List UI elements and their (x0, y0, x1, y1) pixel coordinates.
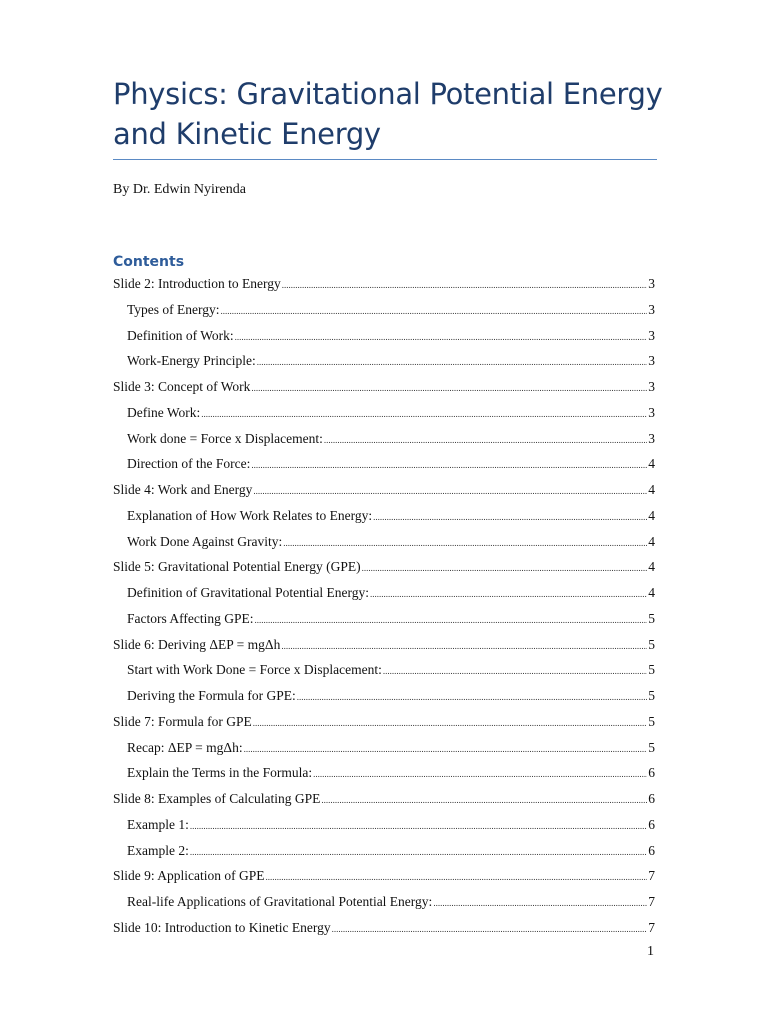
toc-leader-dots (373, 506, 647, 527)
toc-leader-dots (281, 635, 647, 656)
toc-leader-dots (244, 738, 648, 759)
toc-entry-label: Factors Affecting GPE: (127, 610, 254, 626)
toc-subentry[interactable] (113, 892, 655, 918)
toc-subentry[interactable] (113, 763, 655, 789)
toc-leader-dots (313, 763, 647, 784)
toc-subentry[interactable] (113, 532, 655, 558)
toc-entry-page: 3 (648, 430, 655, 446)
toc-entry-page: 3 (648, 379, 655, 394)
toc-subentry[interactable] (113, 686, 655, 712)
toc-leader-dots (254, 609, 647, 630)
toc-entry-label: Real-life Applications of Gravitational Potential Energy: (127, 894, 433, 909)
toc-leader-dots (282, 274, 648, 295)
toc-leader-dots (324, 429, 647, 450)
toc-entry-label: Slide 9: Application of GPE (113, 868, 265, 884)
toc-subentry[interactable] (113, 429, 655, 455)
toc-entry-label: Start with Work Done = Force x Displacement: (127, 662, 382, 678)
toc-entry[interactable] (113, 866, 655, 892)
toc-entry-label: Slide 7: Formula for GPE (113, 713, 252, 729)
toc-entry[interactable] (113, 480, 655, 506)
toc-heading: Contents (113, 254, 185, 270)
toc-entry-page: 5 (648, 636, 655, 652)
toc-leader-dots (370, 583, 647, 604)
toc-entry-page: 5 (648, 662, 655, 678)
toc-entry-page: 4 (648, 559, 655, 575)
author-line: By Dr. Edwin Nyirenda (113, 182, 246, 197)
toc-leader-dots (251, 454, 647, 475)
toc-entry[interactable] (113, 377, 655, 403)
toc-leader-dots (297, 686, 648, 707)
toc-leader-dots (433, 892, 647, 913)
toc-leader-dots (253, 480, 647, 501)
toc-leader-dots (266, 866, 648, 887)
toc-entry-label: Work-Energy Principle: (127, 353, 256, 369)
toc-entry-label: Direction of the Force: (127, 456, 251, 472)
toc-entry-page: 7 (648, 894, 655, 909)
toc-entry-page: 5 (648, 739, 655, 755)
toc-entry-label: Slide 3: Concept of Work (113, 379, 251, 394)
toc-entry[interactable] (113, 712, 655, 738)
toc-entry-page: 6 (648, 842, 655, 858)
toc-entry-page: 5 (648, 713, 655, 729)
toc-entry-page: 5 (648, 610, 655, 626)
toc-entry-label: Slide 2: Introduction to Energy (113, 276, 281, 291)
toc-subentry[interactable] (113, 609, 655, 635)
toc-subentry[interactable] (113, 815, 655, 841)
toc-subentry[interactable] (113, 300, 655, 326)
toc-entry[interactable] (113, 557, 655, 583)
table-of-contents (113, 274, 655, 944)
toc-subentry[interactable] (113, 506, 655, 532)
toc-entry-page: 6 (648, 765, 655, 781)
toc-entry-label: Deriving the Formula for GPE: (127, 688, 296, 703)
toc-leader-dots (257, 351, 647, 372)
toc-entry-page: 4 (648, 456, 655, 472)
toc-leader-dots (283, 532, 647, 553)
toc-entry-page: 4 (648, 482, 655, 497)
toc-leader-dots (235, 326, 648, 347)
toc-entry-label: Example 2: (127, 842, 189, 858)
toc-entry[interactable] (113, 635, 655, 661)
toc-entry-label: Work Done Against Gravity: (127, 533, 283, 549)
toc-entry-label: Slide 8: Examples of Calculating GPE (113, 791, 321, 806)
toc-entry[interactable] (113, 918, 655, 944)
toc-leader-dots (253, 712, 648, 733)
toc-subentry[interactable] (113, 454, 655, 480)
toc-entry-label: Definition of Work: (127, 327, 234, 343)
toc-leader-dots (362, 557, 648, 578)
toc-entry-page: 3 (648, 353, 655, 369)
toc-entry-page: 3 (648, 301, 655, 317)
toc-leader-dots (190, 815, 647, 836)
toc-entry-label: Explanation of How Work Relates to Energy: (127, 507, 373, 523)
toc-entry-page: 4 (648, 507, 655, 523)
toc-subentry[interactable] (113, 351, 655, 377)
toc-entry-page: 4 (648, 533, 655, 549)
toc-entry-label: Slide 10: Introduction to Kinetic Energy (113, 919, 331, 935)
toc-entry[interactable] (113, 274, 655, 300)
toc-entry-page: 3 (648, 327, 655, 343)
toc-entry-page: 5 (648, 688, 655, 703)
toc-entry-page: 3 (648, 404, 655, 420)
toc-entry-label: Slide 5: Gravitational Potential Energy (GPE) (113, 559, 361, 575)
toc-entry-page: 7 (648, 919, 655, 935)
toc-entry-label: Define Work: (127, 404, 201, 420)
toc-entry-label: Explain the Terms in the Formula: (127, 765, 313, 781)
title-underline (113, 159, 657, 160)
toc-subentry[interactable] (113, 660, 655, 686)
toc-leader-dots (332, 918, 648, 939)
toc-subentry[interactable] (113, 326, 655, 352)
toc-entry-label: Example 1: (127, 816, 189, 832)
toc-leader-dots (201, 403, 647, 424)
toc-entry-label: Slide 4: Work and Energy (113, 482, 253, 497)
toc-entry-page: 3 (648, 276, 655, 291)
toc-entry[interactable] (113, 789, 655, 815)
toc-leader-dots (251, 377, 647, 398)
toc-entry-label: Work done = Force x Displacement: (127, 430, 323, 446)
toc-entry-page: 6 (648, 791, 655, 806)
toc-leader-dots (221, 300, 648, 321)
toc-leader-dots (321, 789, 647, 810)
toc-entry-page: 7 (648, 868, 655, 884)
page-number: 1 (647, 944, 654, 959)
toc-subentry[interactable] (113, 403, 655, 429)
toc-leader-dots (190, 841, 647, 862)
toc-entry-label: Recap: ΔEP = mgΔh: (127, 739, 243, 755)
toc-subentry[interactable] (113, 841, 655, 867)
toc-subentry[interactable] (113, 583, 655, 609)
document-title: Physics: Gravitational Potential Energy and Kinetic Energy (113, 77, 663, 151)
toc-leader-dots (383, 660, 647, 681)
toc-entry-label: Definition of Gravitational Potential Energy: (127, 585, 369, 600)
toc-entry-label: Types of Energy: (127, 301, 220, 317)
toc-entry-page: 4 (648, 585, 655, 600)
toc-entry-label: Slide 6: Deriving ΔEP = mgΔh (113, 636, 281, 652)
toc-entry-page: 6 (648, 816, 655, 832)
toc-subentry[interactable] (113, 738, 655, 764)
